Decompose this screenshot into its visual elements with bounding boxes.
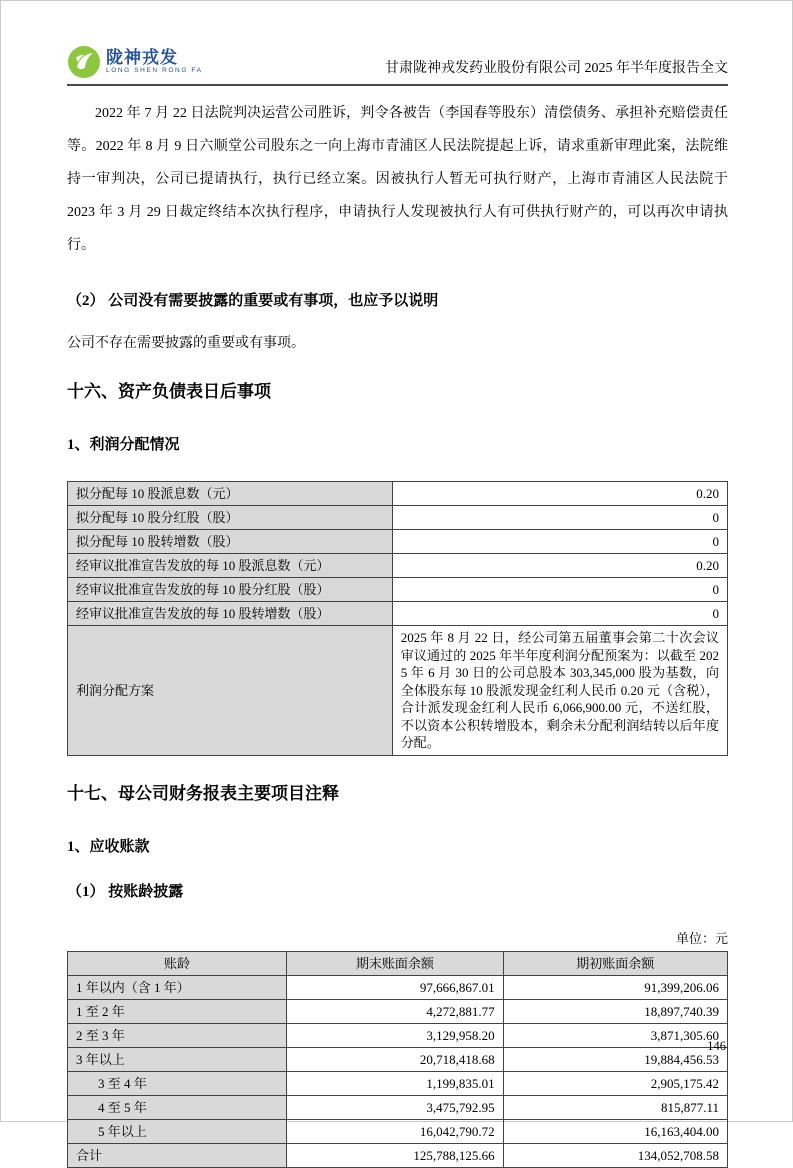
- aging-table: [67, 951, 728, 1168]
- aging-total-label: 合计: [68, 1143, 287, 1167]
- table-row: [68, 482, 728, 506]
- aging-row-end-balance: 1,199,835.01: [287, 1071, 503, 1095]
- profit-row-label: 经审议批准宣告发放的每 10 股分红股（股）: [68, 578, 393, 602]
- col-header-beginning-balance: 期初账面余额: [503, 951, 727, 975]
- profit-row-value: 0: [392, 578, 727, 602]
- aging-row-end-balance: 3,475,792.95: [287, 1095, 503, 1119]
- table-row: [68, 530, 728, 554]
- aging-row-begin-balance: 18,897,740.39: [503, 999, 727, 1023]
- table-row: [68, 1023, 728, 1047]
- aging-row-begin-balance: 815,877.11: [503, 1095, 727, 1119]
- page-header: [67, 1, 728, 86]
- aging-row-label: 3 年以上: [68, 1047, 287, 1071]
- company-logo: [67, 45, 203, 79]
- table-row: [68, 602, 728, 626]
- profit-row-label: 拟分配每 10 股派息数（元）: [68, 482, 393, 506]
- logo-en-text: LONG SHEN RONG FA: [106, 67, 203, 75]
- profit-row-label: 拟分配每 10 股转增数（股）: [68, 530, 393, 554]
- profit-distribution-table: [67, 481, 728, 756]
- aging-row-label: 5 年以上: [68, 1119, 287, 1143]
- aging-row-label: 4 至 5 年: [68, 1095, 287, 1119]
- page-number: 146: [707, 1039, 726, 1053]
- table-row: [68, 578, 728, 602]
- table-row: [68, 1047, 728, 1071]
- profit-row-label: 经审议批准宣告发放的每 10 股转增数（股）: [68, 602, 393, 626]
- profit-row-value: 0: [392, 506, 727, 530]
- aging-row-begin-balance: 2,905,175.42: [503, 1071, 727, 1095]
- aging-row-end-balance: 3,129,958.20: [287, 1023, 503, 1047]
- table-row: [68, 1119, 728, 1143]
- aging-total-begin-balance: 134,052,708.58: [503, 1143, 727, 1167]
- profit-row-label: 拟分配每 10 股分红股（股）: [68, 506, 393, 530]
- aging-total-end-balance: 125,788,125.66: [287, 1143, 503, 1167]
- aging-row-begin-balance: 3,871,305.60: [503, 1023, 727, 1047]
- heading-accounts-receivable: 1、应收账款: [67, 838, 150, 855]
- table-row: [68, 626, 728, 756]
- no-disclosure-paragraph: 公司不存在需要披露的重要或有事项。: [67, 336, 305, 351]
- aging-row-begin-balance: 16,163,404.00: [503, 1119, 727, 1143]
- heading-profit-distribution: 1、利润分配情况: [67, 437, 180, 453]
- profit-row-value: 0.20: [392, 482, 727, 506]
- table-row: [68, 554, 728, 578]
- table-row: [68, 506, 728, 530]
- table-row: [68, 1071, 728, 1095]
- logo-cn-text: 陇神戎发: [106, 48, 178, 68]
- profit-plan-label: 利润分配方案: [68, 626, 393, 756]
- profit-row-label: 经审议批准宣告发放的每 10 股派息数（元）: [68, 554, 393, 578]
- heading-no-disclosure: （2） 公司没有需要披露的重要或有事项，也应予以说明: [67, 293, 439, 309]
- unit-label: 单位：元: [675, 930, 728, 946]
- table-row: [68, 1143, 728, 1167]
- heading-section-16: 十六、资产负债表日后事项: [67, 382, 271, 401]
- aging-row-label: 1 至 2 年: [68, 999, 287, 1023]
- profit-plan-text: 2025 年 8 月 22 日，经公司第五届董事会第二十次会议审议通过的 2025 年半年度利润分配预案为：以截至 2025 年 6 月 30 日的公司总股本 303,345,000 股为基数，向全体股东每 10 股派发现金红利人民币 0.20 元（含税），合计派发现金红利人民币 6,066,900.00 元，不送红股，不以资本公积转增股本，剩余未分配利润结转以后年度分配。: [392, 626, 727, 756]
- aging-row-label: 2 至 3 年: [68, 1023, 287, 1047]
- document-title: 甘肃陇神戎发药业股份有限公司 2025 年半年度报告全文: [385, 61, 728, 76]
- table-row: [68, 1095, 728, 1119]
- aging-row-end-balance: 20,718,418.68: [287, 1047, 503, 1071]
- aging-row-end-balance: 16,042,790.72: [287, 1119, 503, 1143]
- col-header-aging: 账龄: [68, 951, 287, 975]
- profit-row-value: 0: [392, 602, 727, 626]
- table-row: [68, 975, 728, 999]
- heading-aging-disclosure: （1） 按账龄披露: [67, 883, 184, 900]
- logo-text-block: [106, 49, 203, 75]
- aging-row-begin-balance: 19,884,456.53: [503, 1047, 727, 1071]
- table-row: [68, 999, 728, 1023]
- aging-row-end-balance: 4,272,881.77: [287, 999, 503, 1023]
- heading-section-17: 十七、母公司财务报表主要项目注释: [67, 783, 339, 803]
- table-header-row: [68, 951, 728, 975]
- litigation-paragraph: 2022 年 7 月 22 日法院判决运营公司胜诉，判令各被告（李国春等股东）清偿债务、承担补充赔偿责任等。2022 年 8 月 9 日六顺堂公司股东之一向上海市青浦区人民法院提起上诉，请求重新审理此案，法院维持一审判决，公司已提请执行，执行已经立案。因被执行人暂无可执行财产，上海市青浦区人民法院于 2023 年 3 月 29 日裁定终结本次执行程序，申请执行人发现被执行人有可供执行财产的，可以再次申请执行。: [67, 106, 728, 253]
- profit-row-value: 0: [392, 530, 727, 554]
- aging-row-end-balance: 97,666,867.01: [287, 975, 503, 999]
- aging-row-label: 3 至 4 年: [68, 1071, 287, 1095]
- col-header-ending-balance: 期末账面余额: [287, 951, 503, 975]
- profit-row-value: 0.20: [392, 554, 727, 578]
- aging-row-begin-balance: 91,399,206.06: [503, 975, 727, 999]
- logo-icon: [67, 45, 101, 79]
- aging-row-label: 1 年以内（含 1 年）: [68, 975, 287, 999]
